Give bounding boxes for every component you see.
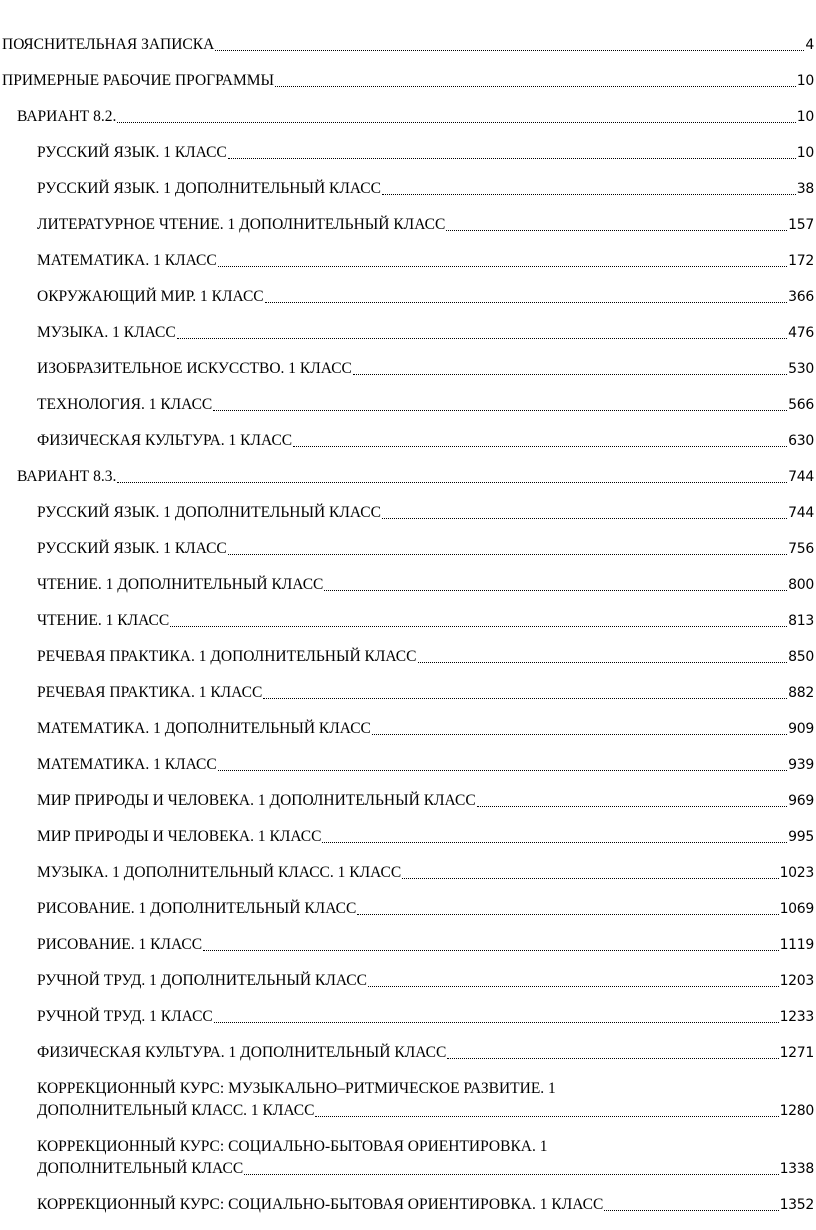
toc-entry-page-number: 10 bbox=[796, 109, 814, 125]
dot-leader bbox=[382, 518, 787, 519]
dot-leader bbox=[228, 158, 796, 159]
toc-entry[interactable] bbox=[0, 790, 816, 812]
toc-entry[interactable] bbox=[0, 358, 816, 380]
toc-entry-page-number: 366 bbox=[788, 289, 814, 305]
toc-entry[interactable] bbox=[0, 1042, 816, 1064]
toc-entry[interactable] bbox=[0, 970, 816, 992]
toc-entry-title: ВАРИАНТ 8.2. bbox=[17, 108, 117, 125]
toc-entry-page-number: 1352 bbox=[779, 1197, 814, 1213]
toc-entry-page-number: 756 bbox=[788, 541, 814, 557]
dot-leader bbox=[447, 1058, 778, 1059]
toc-entry[interactable] bbox=[0, 538, 816, 560]
toc-entry-title: ЧТЕНИЕ. 1 ДОПОЛНИТЕЛЬНЫЙ КЛАСС bbox=[37, 576, 324, 593]
dot-leader bbox=[357, 914, 778, 915]
toc-entry-page-number: 969 bbox=[788, 793, 814, 809]
toc-entry-title: РИСОВАНИЕ. 1 ДОПОЛНИТЕЛЬНЫЙ КЛАСС bbox=[37, 900, 357, 917]
dot-leader bbox=[353, 374, 787, 375]
dot-leader bbox=[402, 878, 778, 879]
toc-entry-title: ФИЗИЧЕСКАЯ КУЛЬТУРА. 1 ДОПОЛНИТЕЛЬНЫЙ КЛАСС bbox=[37, 1044, 447, 1061]
toc-entry[interactable] bbox=[0, 826, 816, 848]
toc-entry-page-number: 1338 bbox=[779, 1161, 814, 1177]
dot-leader bbox=[275, 86, 796, 87]
dot-leader bbox=[263, 698, 787, 699]
toc-entry[interactable] bbox=[0, 934, 816, 956]
toc-entry[interactable] bbox=[0, 646, 816, 668]
dot-leader bbox=[322, 842, 787, 843]
toc-entry-page-number: 800 bbox=[788, 577, 814, 593]
toc-entry-page-number: 157 bbox=[788, 217, 814, 233]
toc-entry-title: МУЗЫКА. 1 КЛАСС bbox=[37, 324, 176, 341]
toc-entry[interactable] bbox=[0, 682, 816, 704]
toc-entry-page-number: 38 bbox=[796, 181, 814, 197]
toc-entry-title: РЕЧЕВАЯ ПРАКТИКА. 1 КЛАСС bbox=[37, 684, 263, 701]
toc-entry-title: ВАРИАНТ 8.3. bbox=[17, 468, 117, 485]
toc-entry-title: ТЕХНОЛОГИЯ. 1 КЛАСС bbox=[37, 396, 213, 413]
dot-leader bbox=[372, 734, 787, 735]
toc-entry[interactable] bbox=[0, 466, 816, 488]
toc-entry[interactable] bbox=[0, 718, 816, 740]
toc-entry[interactable] bbox=[0, 178, 816, 200]
dot-leader bbox=[213, 410, 787, 411]
toc-entry-title: РУССКИЙ ЯЗЫК. 1 КЛАСС bbox=[37, 144, 227, 161]
toc-entry[interactable] bbox=[0, 1136, 816, 1180]
toc-entry[interactable] bbox=[0, 142, 816, 164]
toc-entry-title: МАТЕМАТИКА. 1 ДОПОЛНИТЕЛЬНЫЙ КЛАСС bbox=[37, 720, 371, 737]
toc-entry-title: РЕЧЕВАЯ ПРАКТИКА. 1 ДОПОЛНИТЕЛЬНЫЙ КЛАСС bbox=[37, 648, 417, 665]
toc-entry-page-number: 1271 bbox=[779, 1045, 814, 1061]
dot-leader bbox=[203, 950, 778, 951]
toc-entry-title: ЧТЕНИЕ. 1 КЛАСС bbox=[37, 612, 170, 629]
toc-entry-page-number: 1023 bbox=[779, 865, 814, 881]
toc-entry-title: ЛИТЕРАТУРНОЕ ЧТЕНИЕ. 1 ДОПОЛНИТЕЛЬНЫЙ КЛАСС bbox=[37, 216, 446, 233]
toc-entry-title: ДОПОЛНИТЕЛЬНЫЙ КЛАСС bbox=[37, 1160, 244, 1177]
toc-entry[interactable] bbox=[0, 502, 816, 524]
dot-leader bbox=[382, 194, 796, 195]
dot-leader bbox=[177, 338, 787, 339]
toc-entry[interactable] bbox=[0, 70, 816, 92]
toc-entry-title-line1: КОРРЕКЦИОННЫЙ КУРС: СОЦИАЛЬНО-БЫТОВАЯ ОРИЕНТИРОВКА. 1 bbox=[37, 1138, 548, 1155]
toc-entry-title: РУССКИЙ ЯЗЫК. 1 ДОПОЛНИТЕЛЬНЫЙ КЛАСС bbox=[37, 180, 381, 197]
toc-entry-page-number: 1203 bbox=[779, 973, 814, 989]
dot-leader bbox=[215, 50, 804, 51]
dot-leader bbox=[214, 1022, 779, 1023]
toc-entry-page-number: 744 bbox=[788, 505, 814, 521]
toc-entry-title: РУССКИЙ ЯЗЫК. 1 КЛАСС bbox=[37, 540, 227, 557]
toc-entry[interactable] bbox=[0, 34, 816, 56]
toc-entry-title: ПРИМЕРНЫЕ РАБОЧИЕ ПРОГРАММЫ bbox=[2, 72, 275, 89]
toc-entry[interactable] bbox=[0, 250, 816, 272]
toc-entry-page-number: 995 bbox=[788, 829, 814, 845]
dot-leader bbox=[117, 122, 795, 123]
toc-entry-title: МАТЕМАТИКА. 1 КЛАСС bbox=[37, 252, 217, 269]
dot-leader bbox=[117, 482, 787, 483]
toc-entry[interactable] bbox=[0, 430, 816, 452]
toc-entry-page-number: 630 bbox=[788, 433, 814, 449]
toc-entry-page-number: 850 bbox=[788, 649, 814, 665]
toc-entry[interactable] bbox=[0, 286, 816, 308]
dot-leader bbox=[244, 1174, 778, 1175]
toc-entry-title: КОРРЕКЦИОННЫЙ КУРС: СОЦИАЛЬНО-БЫТОВАЯ ОРИЕНТИРОВКА. 1 КЛАСС bbox=[37, 1196, 604, 1213]
toc-entry-title: ФИЗИЧЕСКАЯ КУЛЬТУРА. 1 КЛАСС bbox=[37, 432, 293, 449]
toc-entry-page-number: 744 bbox=[788, 469, 814, 485]
dot-leader bbox=[228, 554, 787, 555]
toc-entry-title: РУССКИЙ ЯЗЫК. 1 ДОПОЛНИТЕЛЬНЫЙ КЛАСС bbox=[37, 504, 381, 521]
toc-entry[interactable] bbox=[0, 394, 816, 416]
toc-entry-title: МИР ПРИРОДЫ И ЧЕЛОВЕКА. 1 ДОПОЛНИТЕЛЬНЫЙ КЛАСС bbox=[37, 792, 476, 809]
toc-entry-page-number: 476 bbox=[788, 325, 814, 341]
toc-entry-page-number: 530 bbox=[788, 361, 814, 377]
dot-leader bbox=[265, 302, 788, 303]
toc-entry-title: ИЗОБРАЗИТЕЛЬНОЕ ИСКУССТВО. 1 КЛАСС bbox=[37, 360, 352, 377]
toc-entry[interactable] bbox=[0, 574, 816, 596]
toc-entry[interactable] bbox=[0, 1078, 816, 1122]
toc-entry-page-number: 10 bbox=[796, 145, 814, 161]
dot-leader bbox=[293, 446, 787, 447]
dot-leader bbox=[418, 662, 788, 663]
dot-leader bbox=[324, 590, 787, 591]
toc-entry-page-number: 566 bbox=[788, 397, 814, 413]
toc-entry-title: РУЧНОЙ ТРУД. 1 КЛАСС bbox=[37, 1008, 213, 1025]
toc-entry-page-number: 813 bbox=[788, 613, 814, 629]
toc-entry-title: РУЧНОЙ ТРУД. 1 ДОПОЛНИТЕЛЬНЫЙ КЛАСС bbox=[37, 972, 367, 989]
toc-entry-page-number: 1069 bbox=[779, 901, 814, 917]
toc-entry-page-number: 4 bbox=[805, 37, 814, 53]
toc-entry-page-number: 909 bbox=[788, 721, 814, 737]
dot-leader bbox=[218, 266, 787, 267]
toc-entry[interactable] bbox=[0, 322, 816, 344]
toc-entry-page-number: 172 bbox=[788, 253, 814, 269]
toc-entry-title: МУЗЫКА. 1 ДОПОЛНИТЕЛЬНЫЙ КЛАСС. 1 КЛАСС bbox=[37, 864, 402, 881]
toc-entry-title: ПОЯСНИТЕЛЬНАЯ ЗАПИСКА bbox=[2, 36, 215, 53]
toc-entry[interactable] bbox=[0, 898, 816, 920]
toc-entry[interactable] bbox=[0, 754, 816, 776]
toc-entry[interactable] bbox=[0, 610, 816, 632]
toc-entry-title: МИР ПРИРОДЫ И ЧЕЛОВЕКА. 1 КЛАСС bbox=[37, 828, 322, 845]
toc-entry[interactable] bbox=[0, 1194, 816, 1216]
table-of-contents bbox=[0, 34, 816, 1230]
toc-entry-title: РИСОВАНИЕ. 1 КЛАСС bbox=[37, 936, 203, 953]
toc-entry[interactable] bbox=[0, 862, 816, 884]
toc-entry-page-number: 1233 bbox=[779, 1009, 814, 1025]
dot-leader bbox=[368, 986, 779, 987]
toc-entry-page-number: 939 bbox=[788, 757, 814, 773]
dot-leader bbox=[477, 806, 788, 807]
dot-leader bbox=[446, 230, 787, 231]
toc-entry[interactable] bbox=[0, 1006, 816, 1028]
dot-leader bbox=[218, 770, 787, 771]
toc-entry-page-number: 1280 bbox=[779, 1103, 814, 1119]
dot-leader bbox=[315, 1116, 778, 1117]
toc-entry-page-number: 882 bbox=[788, 685, 814, 701]
toc-entry-title: ДОПОЛНИТЕЛЬНЫЙ КЛАСС. 1 КЛАСС bbox=[37, 1102, 315, 1119]
toc-entry-page-number: 1119 bbox=[779, 937, 814, 953]
dot-leader bbox=[170, 626, 787, 627]
toc-entry-page-number: 10 bbox=[796, 73, 814, 89]
toc-entry[interactable] bbox=[0, 106, 816, 128]
toc-entry-title: ОКРУЖАЮЩИЙ МИР. 1 КЛАСС bbox=[37, 288, 264, 305]
toc-entry-title: МАТЕМАТИКА. 1 КЛАСС bbox=[37, 756, 217, 773]
toc-entry-title-line1: КОРРЕКЦИОННЫЙ КУРС: МУЗЫКАЛЬНО–РИТМИЧЕСКОЕ РАЗВИТИЕ. 1 bbox=[37, 1080, 556, 1097]
dot-leader bbox=[604, 1210, 778, 1211]
toc-entry[interactable] bbox=[0, 214, 816, 236]
